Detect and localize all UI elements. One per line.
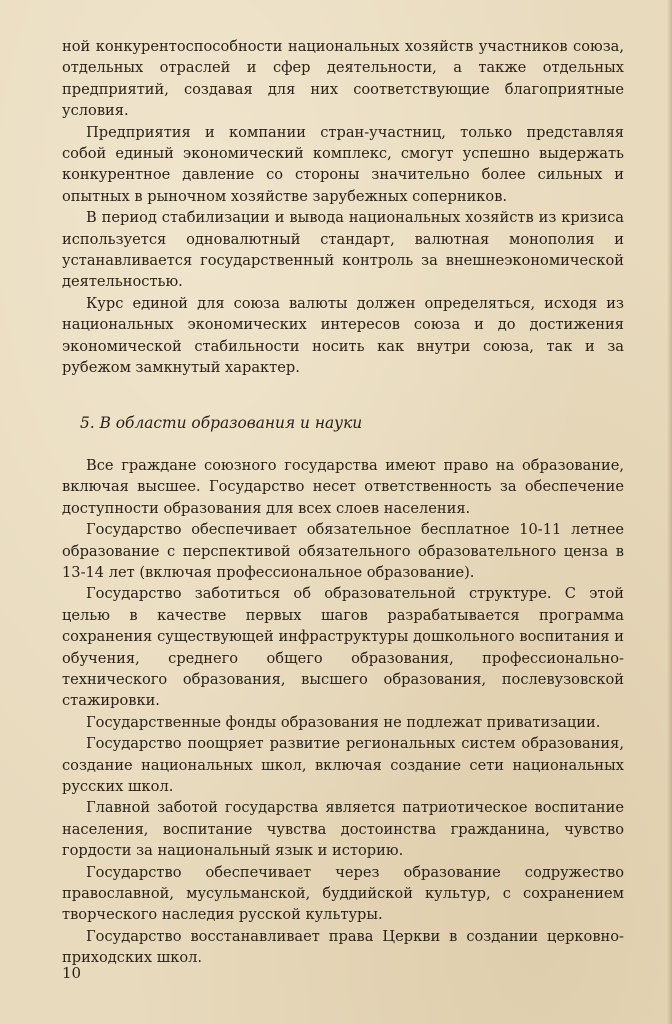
section-heading: 5. В области образования и науки (80, 413, 363, 432)
paragraph: Государство поощряет развитие региональных систем образования, создание национальных школ, включая создание сети национальных русских школ. (62, 735, 624, 795)
paragraph: В период стабилизации и вывода национальных хозяйств из кризиса используется одновалютный стандарт, валютная монополия и устанавливается государственный контроль за внешнеэкономической деятельностью. (62, 209, 624, 291)
paragraph: Государство обеспечивает через образование содружество православной, мусульманской, буддийской культур, с сохранением творческого наследия русской культуры. (62, 863, 624, 924)
page-number: 10 (62, 964, 82, 982)
text-column (62, 36, 624, 969)
paragraph: Государственные фонды образования не подлежат приватизации. (86, 713, 601, 731)
paragraph: Государство обеспечивает обязательное бесплатное 10-11 летнее образование с перспективой обязательного образовательного ценза в 13-14 лет (включая профессиональное образование). (62, 521, 624, 581)
paragraph: Все граждане союзного государства имеют право на образование, включая высшее. Государство несет ответственность за обеспечение доступности образования для всех слоев населения. (62, 456, 624, 517)
paragraph: Государство восстанавливает права Церкви в создании церковно-приходских школ. (62, 927, 624, 967)
paragraph: Государство заботиться об образовательной структуре. С этой целью в качестве первых шагов разрабатывается программа сохранения существующей инфраструктуры дошкольного воспитания и обучения, среднего общего образования, профессионально-технического образования, высшего образования, послевузовской стажировки. (62, 585, 624, 710)
paragraph: Главной заботой государства является патриотическое воспитание населения, воспитание чувства достоинства гражданина, чувство гордости за национальный язык и историю. (62, 799, 624, 860)
page-edge-shadow (667, 0, 672, 1024)
paragraph: Курс единой для союза валюты должен определяться, исходя из национальных экономических интересов союза и до достижения экономической стабильности носить как внутри союза, так и за рубежом замкнутый характер. (62, 294, 624, 377)
paragraph: Предприятия и компании стран-участниц, только представляя собой единый экономический комплекс, смогут успешно выдержать конкурентное давление со стороны значительно более сильных и опытных в рыночном хозяйстве зарубежных соперников. (62, 123, 624, 205)
paragraph: ной конкурентоспособности национальных хозяйств участников союза, отдельных отраслей и сфер деятельности, а также отдельных предприятий, создавая для них соответствующие благоприятные условия. (62, 38, 624, 120)
